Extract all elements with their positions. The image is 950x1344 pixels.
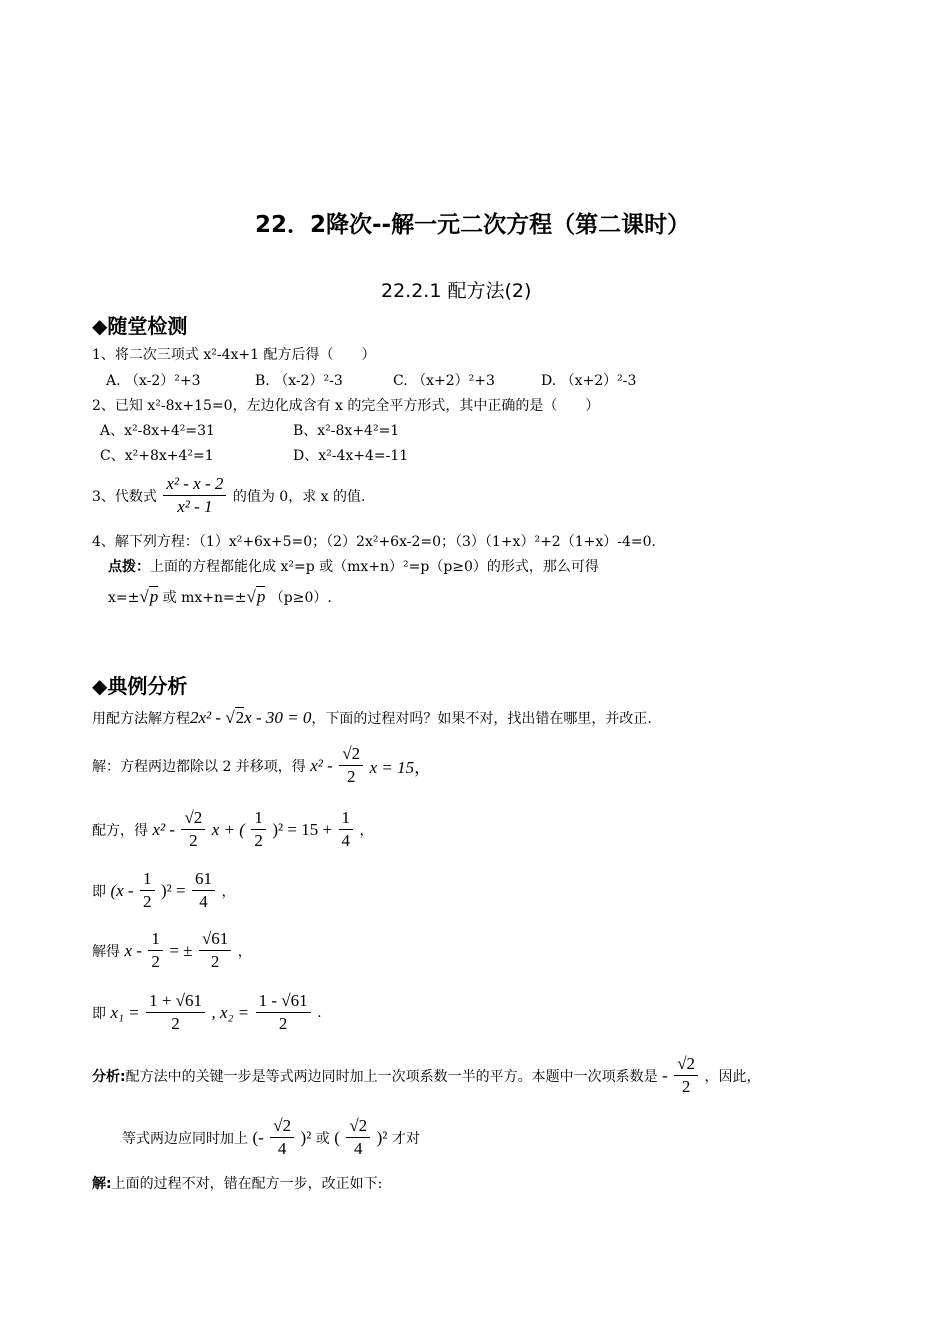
hint-x-eq: x=± — [108, 590, 140, 606]
solution-step-3: 即 (x - $\frac{1}{2}$ )² = $\frac{61}{4}$ ， — [92, 869, 236, 911]
hint-label: 点拨： — [108, 559, 150, 575]
solution-step-1: 解：方程两边都除以 2 并移项，得 x² - $\frac{√2}{2}$ x = 15， — [92, 744, 432, 786]
solution-step-2: 配方，得 x² - $\frac{√2}{2}$ x + ( $\frac{1}{2}$ )² = 15 + $\frac{1}{4}$ ， — [92, 808, 374, 850]
hint-line-1 — [108, 556, 599, 576]
hint-or-text: 或 mx+n=± — [162, 590, 247, 606]
question-2-option-d: D、x²-4x+4=-11 — [293, 448, 409, 464]
example-problem — [92, 708, 652, 728]
hint-line-2: x=±√p 或 mx+n=±√p （p≥0）. — [108, 587, 332, 606]
question-1-stem: 1、将二次三项式 x²-4x+1 配方后得（ ） — [92, 347, 376, 363]
section-heading-practice: ◆随堂检测 — [92, 314, 188, 338]
answer-label: 解: — [92, 1176, 112, 1192]
hint-text: 上面的方程都能化成 x²=p 或（mx+n）²=p（p≥0）的形式，那么可得 — [150, 559, 599, 575]
question-1-option-c: C. （x+2）²+3 — [393, 373, 495, 389]
example-equation: 2x² - √2x - 30 = 0 — [190, 708, 312, 727]
question-3-prefix: 3、代数式 — [92, 488, 157, 505]
analysis-text: 配方法中的关键一步是等式两边同时加上一次项系数一半的平方。本题中一次项系数是 — [125, 1068, 658, 1085]
question-1-option-d: D. （x+2）²-3 — [541, 373, 637, 389]
hint-sqrt-p-1: p — [149, 587, 159, 606]
analysis-label: 分析: — [92, 1068, 126, 1085]
solution-step-4: 解得 x - $\frac{1}{2}$ = ± $\frac{√61}{2}$ ， — [92, 929, 252, 971]
question-2-option-a: A、x²-8x+4²=31 — [100, 423, 215, 439]
analysis-line-2: 等式两边应同时加上 (- $\frac{√2}{4}$ )² 或 ( $\frac{√2}{4}$ )² 才对 — [122, 1116, 420, 1158]
question-2-option-b: B、x²-8x+4²=1 — [293, 423, 400, 439]
answer-text: 上面的过程不对，错在配方一步，改正如下: — [111, 1176, 383, 1192]
question-3 — [92, 473, 365, 518]
section-heading-example: ◆典例分析 — [92, 674, 188, 698]
question-3-fraction — [163, 473, 226, 518]
question-1-option-b: B. （x-2）²-3 — [255, 373, 343, 389]
question-4-stem: 4、解下列方程：（1）x²+6x+5=0；（2）2x²+6x-2=0；（3）（1+x）²+2（1+x）-4=0. — [92, 534, 656, 550]
hint-sqrt-p-2: p — [256, 587, 266, 606]
example-problem-post: ，下面的过程对吗？如果不对，找出错在哪里，并改正. — [311, 711, 652, 727]
solution-step-5: 即 x₁ = $\frac{1 + √61}{2}$ , x₂ = $\frac{1 - √61}{2}$ . — [92, 991, 322, 1033]
hint-condition: （p≥0）. — [269, 590, 332, 606]
answer-line — [92, 1173, 382, 1193]
page-subtitle: 22.2.1 配方法(2) — [381, 280, 532, 302]
question-2-option-c: C、x²+8x+4²=1 — [100, 448, 214, 464]
question-3-numerator: x² - x - 2 — [166, 474, 224, 493]
question-3-suffix: 的值为 0，求 x 的值. — [232, 488, 366, 505]
question-3-denominator: x² - 1 — [177, 497, 213, 516]
analysis-line-1: 分析:配方法中的关键一步是等式两边同时加上一次项系数一半的平方。本题中一次项系数是 - $\frac{√2}{2}$ ，因此， — [92, 1054, 761, 1096]
question-2-stem: 2、已知 x²-8x+15=0，左边化成含有 x 的完全平方形式，其中正确的是（ ） — [92, 398, 600, 414]
page-title: 22．2降次--解一元二次方程（第二课时） — [255, 212, 691, 238]
example-problem-pre: 用配方法解方程 — [92, 711, 190, 727]
question-1-option-a: A. （x-2）²+3 — [106, 373, 201, 389]
